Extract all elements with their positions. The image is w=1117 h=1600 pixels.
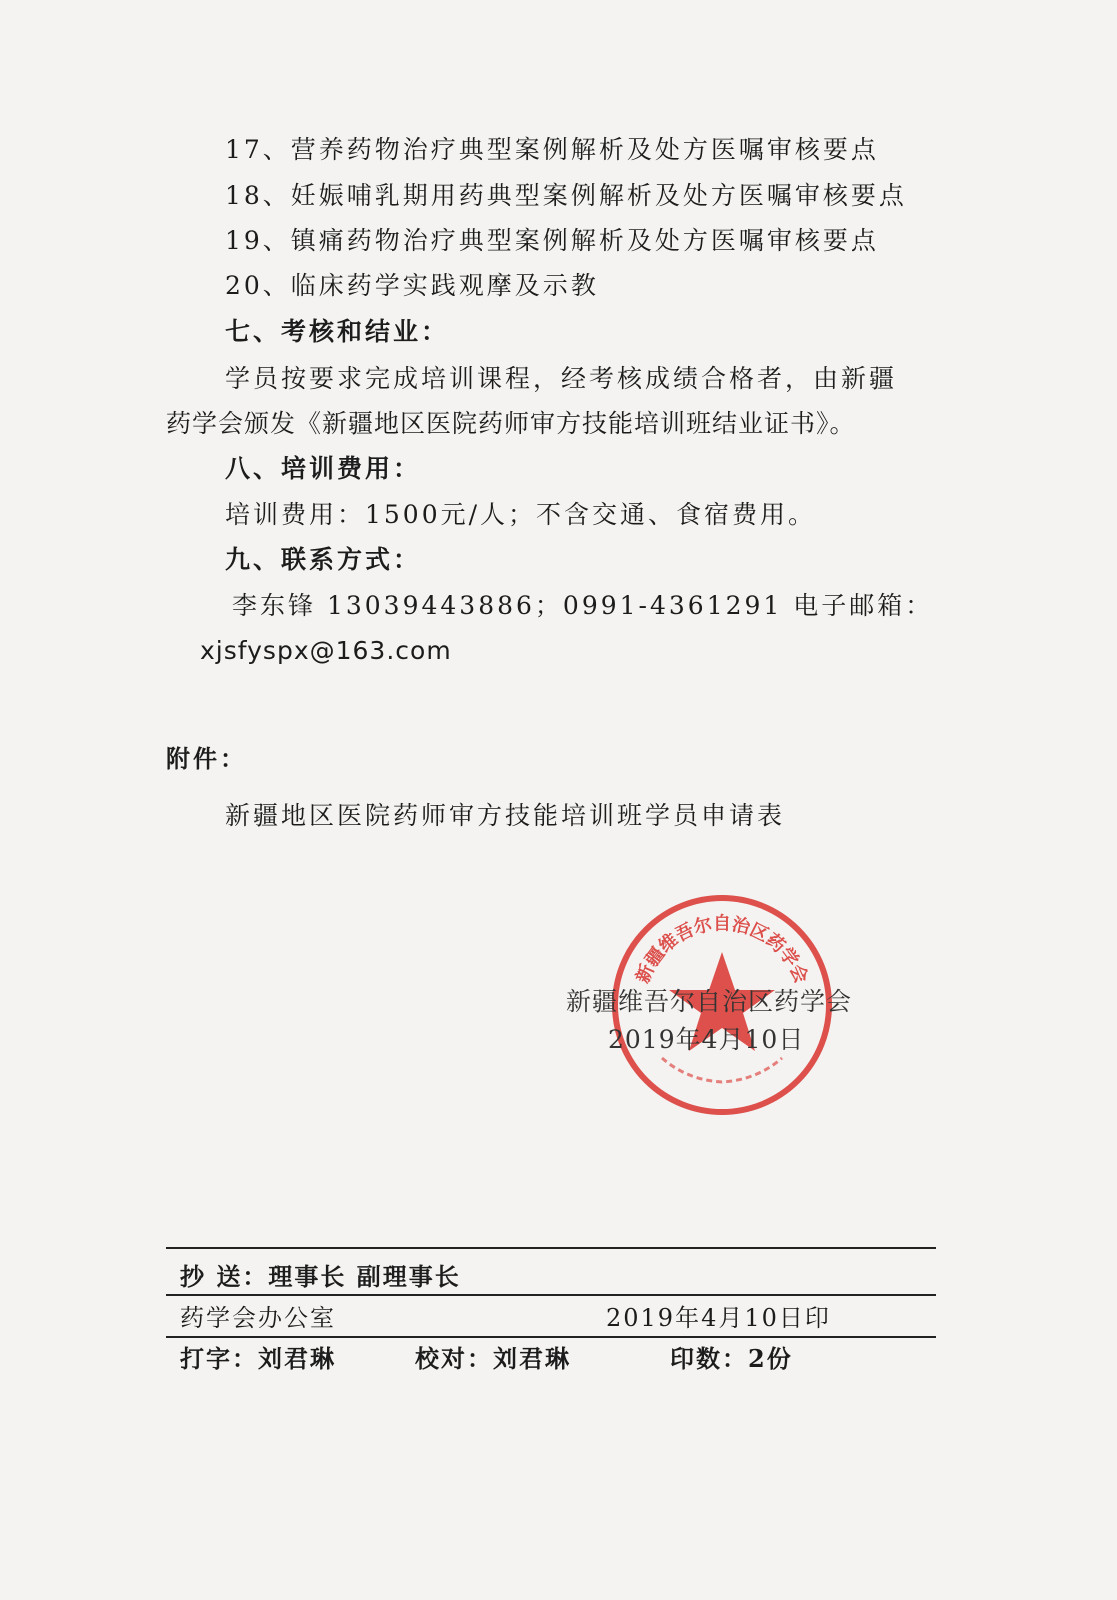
contact-line: 李东锋 13039443886；0991-4361291 电子邮箱： [232, 591, 934, 620]
list-item-18: 18、妊娠哺乳期用药典型案例解析及处方医嘱审核要点 [225, 181, 907, 210]
section-8-text: 培训费用：1500元/人；不含交通、食宿费用。 [225, 500, 817, 529]
section-7-text-line2: 药学会颁发《新疆地区医院药师审方技能培训班结业证书》。 [166, 409, 856, 438]
list-item-17: 17、营养药物治疗典型案例解析及处方医嘱审核要点 [225, 135, 879, 164]
list-item-19: 19、镇痛药物治疗典型案例解析及处方医嘱审核要点 [225, 226, 879, 255]
attachment-label: 附件： [166, 744, 247, 773]
seal-text: 新疆维吾尔自治区药学会 [632, 913, 812, 987]
section-8-heading: 八、培训费用： [225, 454, 422, 483]
section-9-heading: 九、联系方式： [225, 545, 422, 574]
footer-proofreader: 校对：刘君琳 [415, 1344, 571, 1373]
footer-rule-mid [166, 1294, 936, 1296]
seal-bottom-script [662, 1058, 782, 1082]
footer-typist: 打字：刘君琳 [180, 1344, 336, 1373]
footer-rule-top [166, 1247, 936, 1249]
section-7-text-line1: 学员按要求完成培训课程，经考核成绩合格者，由新疆 [225, 364, 898, 393]
signature-org: 新疆维吾尔自治区药学会 [566, 987, 853, 1016]
footer-print-date: 2019年4月10日印 [606, 1304, 831, 1332]
footer-office: 药学会办公室 [180, 1304, 336, 1332]
section-7-heading: 七、考核和结业： [225, 317, 450, 346]
contact-email: xjsfyspx@163.com [200, 636, 452, 665]
signature-date: 2019年4月10日 [608, 1025, 805, 1054]
attachment-item: 新疆地区医院药师审方技能培训班学员申请表 [225, 801, 786, 830]
footer-rule-bottom [166, 1336, 936, 1338]
footer-copies: 印数：2份 [670, 1344, 793, 1373]
footer-cc: 抄 送：理事长 副理事长 [180, 1262, 461, 1291]
list-item-20: 20、临床药学实践观摩及示教 [225, 271, 599, 300]
